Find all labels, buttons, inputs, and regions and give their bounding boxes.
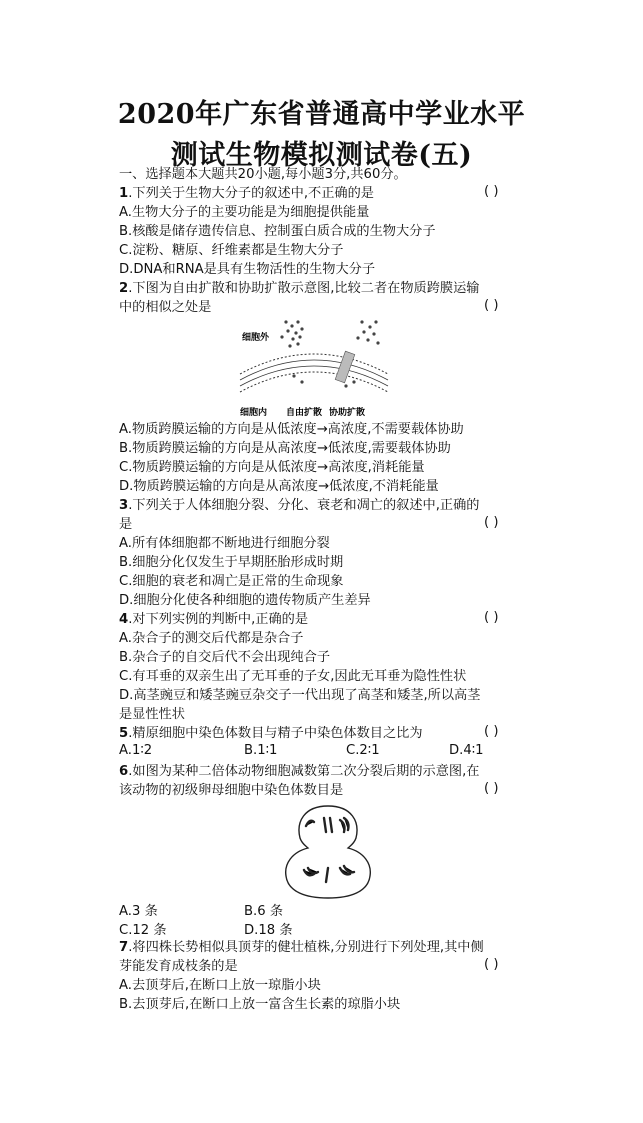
answer-blank: ( ) (484, 724, 499, 739)
q3-option-b: B.细胞分化仅发生于早期胚胎形成时期 (119, 555, 344, 570)
question-1-stem: 1.下列关于生物大分子的叙述中,不正确的是 (119, 186, 374, 201)
question-5-stem: 5.精原细胞中染色体数目与精子中染色体数目之比为 (119, 726, 423, 741)
q4-option-d-cont: 是显性性状 (119, 707, 185, 722)
question-2-stem: 2.下图为自由扩散和协助扩散示意图,比较二者在物质跨膜运输 (119, 281, 480, 296)
q1-option-c: C.淀粉、糖原、纤维素都是生物大分子 (119, 243, 344, 258)
question-6-stem: 6.如图为某种二倍体动物细胞减数第二次分裂后期的示意图,在 (119, 764, 480, 779)
question-number: 2 (119, 281, 129, 296)
question-3-stem: 3.下列关于人体细胞分裂、分化、衰老和凋亡的叙述中,正确的 (119, 498, 480, 513)
answer-blank: ( ) (484, 184, 499, 199)
q4-option-c: C.有耳垂的双亲生出了无耳垂的子女,因此无耳垂为隐性性状 (119, 669, 467, 684)
q6-option-c: C.12 条 (119, 923, 167, 938)
question-4-stem: 4.对下列实例的判断中,正确的是 (119, 612, 309, 627)
q6-option-d: D.18 条 (244, 923, 293, 938)
label-simple-diffusion: 自由扩散 (286, 408, 323, 418)
q3-option-d: D.细胞分化使各种细胞的遗传物质产生差异 (119, 593, 371, 608)
q4-option-d: D.高茎豌豆和矮茎豌豆杂交子一代出现了高茎和矮茎,所以高茎 (119, 688, 481, 703)
label-outside: 细胞外 (242, 333, 270, 343)
question-number: 3 (119, 498, 129, 513)
q5-option-a: A.1∶2 (119, 743, 153, 758)
q4-option-a: A.杂合子的测交后代都是杂合子 (119, 631, 304, 646)
label-inside: 细胞内 (240, 408, 268, 418)
question-number: 4 (119, 612, 129, 627)
q1-option-d: D.DNA和RNA是具有生物活性的生物大分子 (119, 262, 376, 277)
question-2-stem-cont: 中的相似之处是 (119, 300, 212, 315)
q1-option-a: A.生物大分子的主要功能是为细胞提供能量 (119, 205, 370, 220)
q3-option-a: A.所有体细胞都不断地进行细胞分裂 (119, 536, 330, 551)
q6-option-b: B.6 条 (244, 904, 284, 919)
answer-blank: ( ) (484, 298, 499, 313)
answer-blank: ( ) (484, 515, 499, 530)
q2-option-b: B.物质跨膜运输的方向是从高浓度→低浓度,需要载体协助 (119, 441, 451, 456)
answer-blank: ( ) (484, 957, 499, 972)
dividing-cell-outline (286, 806, 371, 898)
label-facilitated-diffusion: 协助扩散 (329, 408, 366, 418)
q5-option-b: B.1∶1 (244, 743, 278, 758)
question-3-stem-cont: 是 (119, 517, 133, 532)
q5-option-c: C.2∶1 (346, 743, 380, 758)
chromosomes-bottom (304, 866, 354, 882)
q2-option-d: D.物质跨膜运输的方向是从高浓度→低浓度,不消耗能量 (119, 479, 439, 494)
q2-option-c: C.物质跨膜运输的方向是从低浓度→高浓度,消耗能量 (119, 460, 425, 475)
question-7-stem: 7.将四株长势相似具顶芽的健壮植株,分别进行下列处理,其中侧 (119, 940, 484, 955)
q4-option-b: B.杂合子的自交后代不会出现纯合子 (119, 650, 331, 665)
answer-blank: ( ) (484, 610, 499, 625)
chromosomes-top (306, 818, 349, 832)
title-line-2: 测试生物模拟测试卷(五) (170, 140, 473, 171)
cell-division-figure (280, 804, 376, 900)
q6-option-a: A.3 条 (119, 904, 158, 919)
question-number: 1 (119, 186, 129, 201)
q1-option-b: B.核酸是储存遗传信息、控制蛋白质合成的生物大分子 (119, 224, 436, 239)
question-number: 7 (119, 940, 129, 955)
question-6-stem-cont: 该动物的初级卵母细胞中染色体数目是 (119, 783, 344, 798)
solute-particles (280, 320, 379, 387)
q5-option-d: D.4∶1 (449, 743, 484, 758)
section-header: 一、选择题本大题共20小题,每小题3分,共60分。 (119, 167, 407, 182)
question-number: 5 (119, 726, 129, 741)
membrane-diffusion-figure (236, 316, 392, 420)
title-line-1: 2020年广东省普通高中学业水平 (117, 99, 526, 130)
answer-blank: ( ) (484, 781, 499, 796)
phospholipid-bilayer (240, 351, 388, 392)
q7-option-a: A.去顶芽后,在断口上放一琼脂小块 (119, 978, 321, 993)
q3-option-c: C.细胞的衰老和凋亡是正常的生命现象 (119, 574, 344, 589)
question-number: 6 (119, 764, 129, 779)
question-7-stem-cont: 芽能发育成枝条的是 (119, 959, 238, 974)
q2-option-a: A.物质跨膜运输的方向是从低浓度→高浓度,不需要载体协助 (119, 422, 464, 437)
q7-option-b: B.去顶芽后,在断口上放一富含生长素的琼脂小块 (119, 997, 401, 1012)
